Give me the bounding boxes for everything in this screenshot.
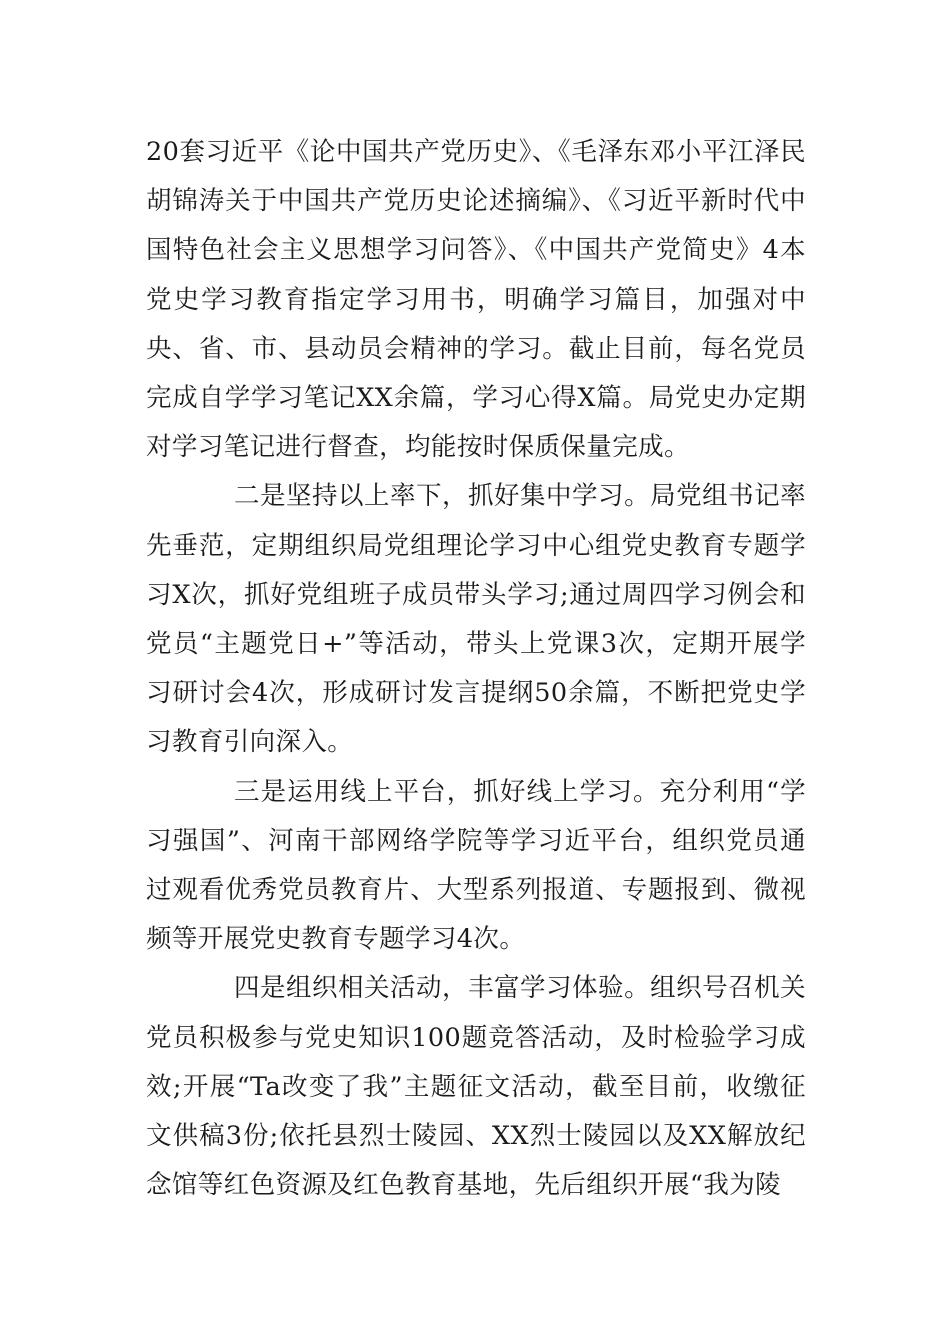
document-body xyxy=(146,128,806,1210)
paragraph-collective-study: 二是坚持以上率下，抓好集中学习。局党组书记率先垂范，定期组织局党组理论学习中心组党史教育专题学习X次，抓好党组班子成员带头学习;通过周四学习例会和党员“主题党日+”等活动，带头上党课3次，定期开展学习研讨会4次，形成研讨发言提纲50余篇，不断把党史学习教育引向深入。 xyxy=(146,481,806,758)
paragraph-online-study: 三是运用线上平台，抓好线上学习。充分利用“学习强国”、河南干部网络学院等学习近平台，组织党员通过观看优秀党员教育片、大型系列报道、专题报到、微视频等开展党史教育专题学习4次。 xyxy=(146,776,806,955)
paragraph-activities: 四是组织相关活动，丰富学习体验。组织号召机关党员积极参与党史知识100题竞答活动，及时检验学习成效;开展“Ta改变了我”主题征文活动，截至目前，收缴征文供稿3份;依托县烈士陵园、XX烈士陵园以及XX解放纪念馆等红色资源及红色教育基地，先后组织开展“我为陵 xyxy=(146,973,806,1201)
paragraph-study-materials: 20套习近平《论中国共产党历史》、《毛泽东邓小平江泽民胡锦涛关于中国共产党历史论述摘编》、《习近平新时代中国特色社会主义思想学习问答》、《中国共产党简史》4本党史学习教育指定学习用书，明确学习篇目，加强对中央、省、市、县动员会精神的学习。截止目前，每名党员完成自学学习笔记XX余篇，学习心得X篇。局党史办定期对学习笔记进行督查，均能按时保质保量完成。 xyxy=(146,137,806,463)
